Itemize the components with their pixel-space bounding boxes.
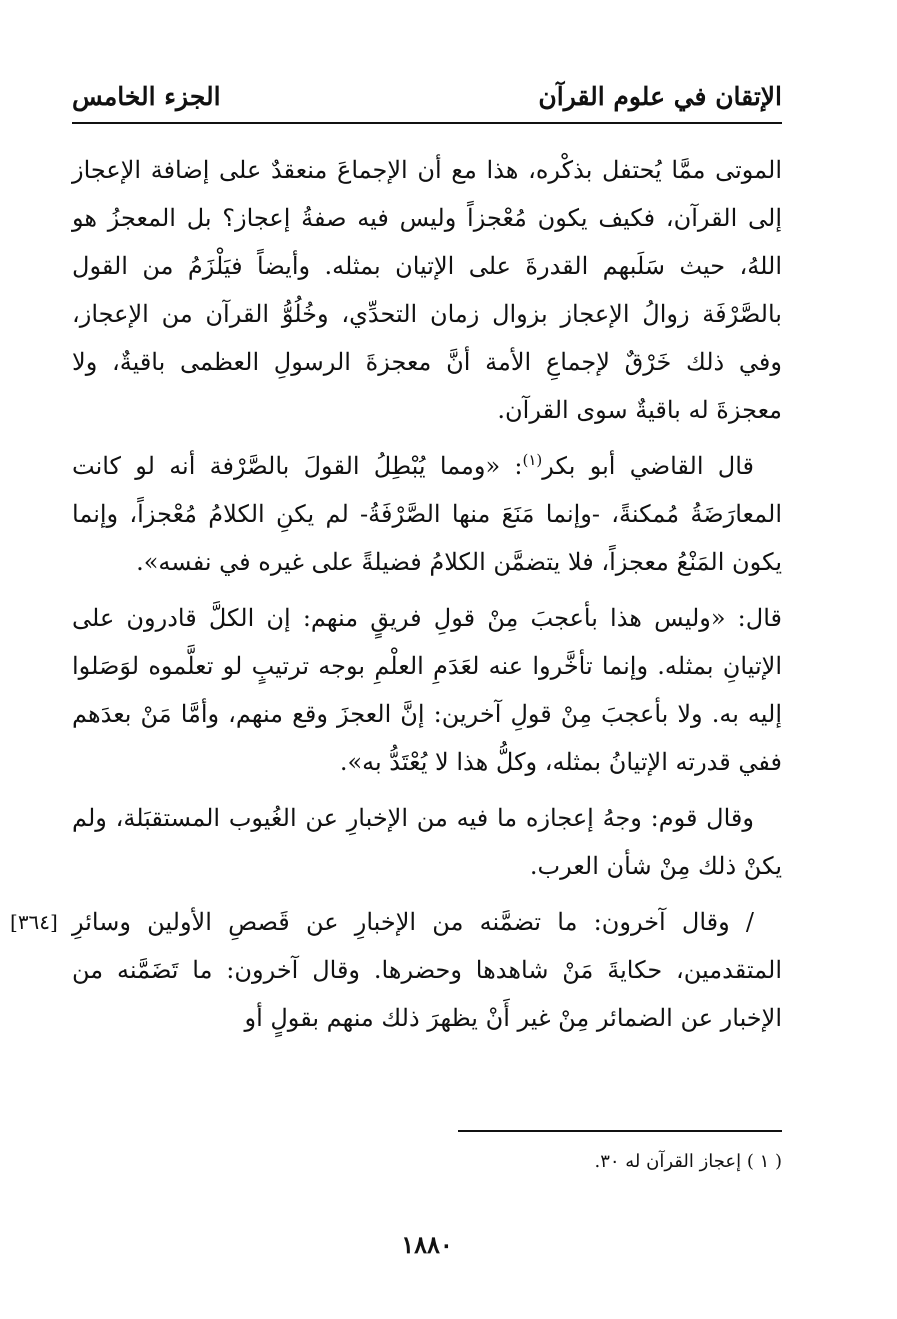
part-title: الجزء الخامس xyxy=(72,82,221,111)
manuscript-page-marker: [٣٦٤] xyxy=(10,910,58,934)
running-header xyxy=(72,70,782,124)
footnote: ( ١ ) إعجاز القرآن له ٣٠. xyxy=(594,1151,782,1172)
paragraph-2-lead: قال القاضي أبو بكر xyxy=(542,452,754,480)
book-title: الإتقان في علوم القرآن xyxy=(538,82,782,111)
paragraph-3: قال: «وليس هذا بأعجبَ مِنْ قولِ فريقٍ منهم: إن الكلَّ قادرون على الإتيانِ بمثله. وإنما تأخَّروا عنه لعَدَمِ العلْمِ بوجه ترتيبٍ لو تعلَّموه لوَصَلوا إليه به. ولا بأعجبَ مِنْ قولِ آخرين: إنَّ العجزَ وقع منهم، وأمَّا مَنْ بعدَهم ففي قدرته الإتيانُ بمثله، وكلُّ هذا لا يُعْتَدُّ به». xyxy=(72,604,782,776)
paragraph-5-text: / وقال آخرون: ما تضمَّنه من الإخبارِ عن قَصصِ الأولين وسائرِ المتقدمين، حكايةَ مَنْ شاهدها وحضرها. وقال آخرون: ما تَضَمَّنه من الإخبار عن الضمائر مِنْ غير أَنْ يظهرَ ذلك منهم بقولٍ أو xyxy=(72,908,782,1032)
footnote-reference: (١) xyxy=(522,451,543,469)
paragraph-2 xyxy=(72,442,782,586)
document-page xyxy=(10,70,783,1300)
paragraph-5 xyxy=(10,898,782,1042)
body-text xyxy=(10,146,783,1042)
paragraph-1: الموتى ممَّا يُحتفل بذكْره، هذا مع أن الإجماعَ منعقدٌ على إضافة الإعجاز إلى القرآن، فكيف يكون مُعْجزاً وليس فيه صفةُ إعجاز؟ بل المعجزُ هو اللهُ، حيث سَلَبهم القدرةَ على الإتيان بمثله. وأيضاً فيَلْزَمُ من القول بالصَّرْفَة زوالُ الإعجاز بزوال زمان التحدِّي، وخُلُوُّ القرآن من الإعجاز، وفي ذلك خَرْقٌ لإجماعِ الأمة أنَّ معجزةَ الرسولِ العظمى باقيةٌ، ولا معجزةَ له باقيةٌ سوى القرآن. xyxy=(72,156,783,424)
paragraph-4: وقال قوم: وجهُ إعجازه ما فيه من الإخبارِ عن الغُيوب المستقبَلة، ولم يكنْ ذلك مِنْ شأن العرب. xyxy=(72,804,782,880)
footnote-divider xyxy=(458,1130,782,1132)
paragraph-2-rest: : «ومما يُبْطِلُ القولَ بالصَّرْفة أنه لو كانت المعارَضَةُ مُمكنةً، -وإنما مَنَعَ منها الصَّرْفَةُ- لم يكنِ الكلامُ مُعْجزاً، وإنما يكون المَنْعُ معجزاً، فلا يتضمَّن الكلامُ فضيلةً على غيره في نفسه». xyxy=(72,452,782,576)
page-number: ١٨٨٠ xyxy=(401,1230,453,1259)
